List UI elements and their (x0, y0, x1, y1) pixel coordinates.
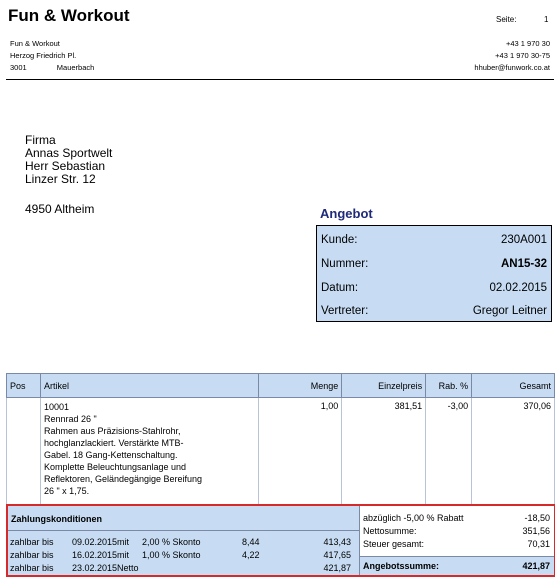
fax: +43 1 970 30-75 (495, 51, 550, 60)
offer-label: Kunde: (321, 234, 358, 246)
recipient-line4: Linzer Str. 12 (25, 172, 96, 186)
recipient-city: 4950 Altheim (25, 202, 95, 216)
cell-artikel (40, 398, 258, 506)
offer-row-kunde (321, 228, 547, 252)
recipient-line2: Annas Sportwelt (25, 146, 113, 160)
total-value: 421,87 (522, 561, 550, 571)
payment-title: Zahlungskonditionen (11, 514, 102, 524)
pay-b: 16.02.2015mit (72, 550, 130, 560)
page-number: 1 (544, 15, 549, 24)
summary-label: abzüglich -5,00 % Rabatt (363, 513, 464, 523)
col-header-gesamt: Gesamt (472, 374, 555, 398)
summary-steuer (363, 538, 550, 551)
offer-row-nummer (321, 252, 547, 276)
pay-e: 413,43 (323, 537, 351, 547)
recipient-line1: Firma (25, 133, 56, 147)
col-header-menge: Menge (258, 374, 342, 398)
payment-line (10, 549, 355, 562)
item-desc-line: Rahmen aus Präzisions-Stahlrohr, (43, 426, 181, 436)
cell-menge: 1,00 (258, 398, 342, 506)
summary-label: Steuer gesamt: (363, 539, 425, 549)
offer-row-vertreter (321, 299, 547, 323)
total-label: Angebotssumme: (363, 561, 440, 571)
pay-b: 09.02.2015mit (72, 537, 130, 547)
offer-title: Angebot (320, 206, 373, 221)
sender-zip: 3001 (10, 63, 27, 72)
offer-value: Gregor Leitner (472, 305, 547, 317)
item-desc-line: Reflektoren, Geländegängige Bereifung (43, 474, 203, 484)
summary-label: Nettosumme: (363, 526, 417, 536)
recipient-line3: Herr Sebastian (25, 159, 106, 173)
cell-einzelpreis: 381,51 (342, 398, 426, 506)
company-title: Fun & Workout (8, 6, 130, 25)
item-name: Rennrad 26 " (43, 414, 97, 424)
pay-e: 417,65 (323, 550, 351, 560)
summary-rabatt (363, 512, 550, 525)
cell-gesamt: 370,06 (472, 398, 555, 506)
pay-a: zahlbar bis (10, 537, 54, 547)
sender-contact (474, 38, 550, 74)
sender-city: Mauerbach (56, 63, 95, 72)
sender-city-line (10, 62, 94, 74)
col-header-rabatt: Rab. % (426, 374, 472, 398)
cell-pos (7, 398, 41, 506)
sender-name: Fun & Workout (10, 39, 60, 48)
recipient-address (25, 134, 112, 216)
summary-value: 351,56 (522, 526, 550, 536)
pay-c: 1,00 % Skonto (142, 550, 201, 560)
page-label: Seite: (496, 15, 517, 24)
summary-value: -18,50 (524, 513, 550, 523)
cell-rabatt: -3,00 (426, 398, 472, 506)
summary-panel (359, 506, 554, 575)
offer-value: 02.02.2015 (489, 282, 547, 294)
pay-a: zahlbar bis (10, 563, 54, 573)
items-table (6, 373, 555, 506)
offer-value: 230A001 (500, 234, 547, 246)
item-desc-line: Komplette Beleuchtungsanlage und (43, 462, 187, 472)
sender-street: Herzog Friedrich Pl. (10, 51, 77, 60)
item-desc-line: hochglanzlackiert. Verstärkte MTB- (43, 438, 184, 448)
summary-value: 70,31 (527, 539, 550, 549)
col-header-artikel: Artikel (40, 374, 258, 398)
item-desc-line: Gabel. 18 Gang-Kettenschaltung. (43, 450, 178, 460)
payment-terms (8, 506, 359, 575)
col-header-einzelpreis: Einzelpreis (342, 374, 426, 398)
summary-netto (363, 525, 550, 538)
offer-value: AN15-32 (500, 258, 547, 270)
phone: +43 1 970 30 (505, 39, 550, 48)
offer-label: Datum: (321, 282, 359, 294)
offer-label: Nummer: (321, 258, 369, 270)
col-header-pos: Pos (7, 374, 41, 398)
payment-line (10, 536, 355, 549)
sender-address (10, 38, 94, 74)
pay-c: 2,00 % Skonto (142, 537, 201, 547)
header-divider (6, 79, 554, 80)
offer-info-box (316, 225, 552, 322)
pay-a: zahlbar bis (10, 550, 54, 560)
pay-d: 4,22 (242, 550, 260, 560)
email[interactable]: hhuber@funwork.co.at (474, 63, 550, 72)
pay-b: 23.02.2015Netto (72, 563, 139, 573)
offer-row-datum (321, 276, 547, 300)
offer-label: Vertreter: (321, 305, 369, 317)
table-row (7, 398, 555, 506)
pay-e: 421,87 (323, 563, 351, 573)
item-desc-line: 26 " x 1,75. (43, 486, 90, 496)
pay-d: 8,44 (242, 537, 260, 547)
summary-total (360, 556, 554, 575)
payment-divider (8, 530, 359, 531)
table-header-row (7, 374, 555, 398)
payment-line (10, 562, 355, 575)
item-code: 10001 (43, 402, 69, 412)
payment-summary-box (6, 504, 555, 577)
